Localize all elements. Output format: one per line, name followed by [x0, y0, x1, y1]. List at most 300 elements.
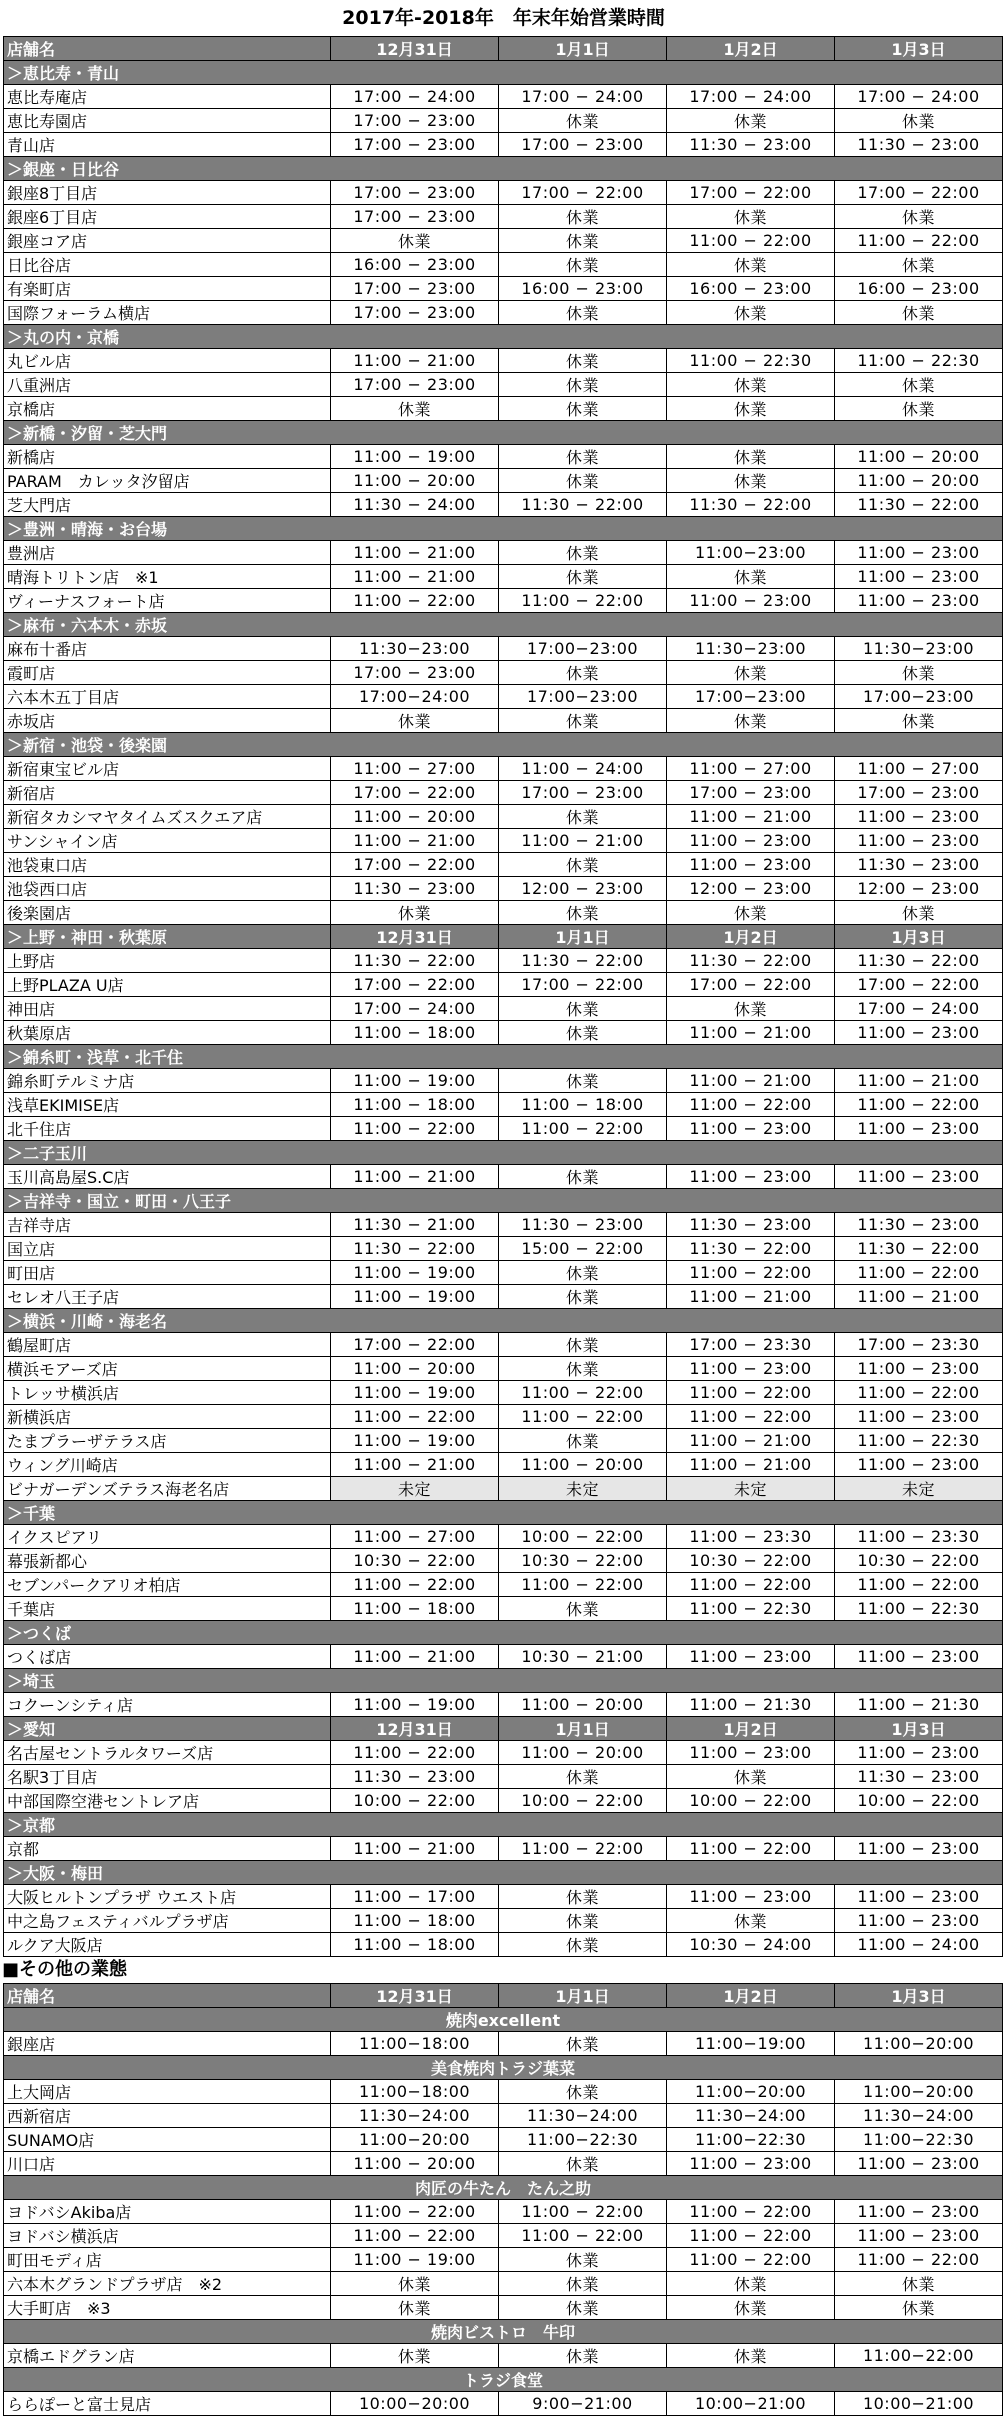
table-row [4, 397, 1003, 421]
table-row [4, 829, 1003, 853]
hours-cell: 休業 [835, 2296, 1003, 2320]
hours-cell: 休業 [667, 2272, 835, 2296]
shop-name: 日比谷店 [4, 253, 331, 277]
hours-cell: 17:00 − 23:00 [499, 133, 667, 157]
shop-name: 豊洲店 [4, 541, 331, 565]
header-shop-name: 店舗名 [4, 1984, 331, 2008]
hours-cell: 17:00−23:00 [499, 685, 667, 709]
hours-cell: 17:00−24:00 [331, 685, 499, 709]
hours-cell: 休業 [667, 253, 835, 277]
hours-cell: 11:00 − 22:00 [331, 1741, 499, 1765]
table-row [4, 1357, 1003, 1381]
shop-name: 横浜モアーズ店 [4, 1357, 331, 1381]
hours-cell: 休業 [499, 349, 667, 373]
shop-name: 恵比寿園店 [4, 109, 331, 133]
hours-cell: 10:00−21:00 [667, 2392, 835, 2416]
hours-cell: 11:00 − 23:00 [667, 1357, 835, 1381]
hours-cell: 11:00 − 22:00 [667, 1405, 835, 1429]
table-row [4, 1021, 1003, 1045]
other-table-body [4, 2008, 1003, 2416]
date-header-cell: 1月3日 [835, 1717, 1003, 1741]
hours-cell: 11:00 − 22:00 [667, 2224, 835, 2248]
shop-name: SUNAMO店 [4, 2128, 331, 2152]
hours-cell: 11:00 − 21:30 [835, 1693, 1003, 1717]
hours-cell: 休業 [331, 397, 499, 421]
hours-cell: 11:00 − 23:00 [835, 541, 1003, 565]
hours-cell: 11:00 − 23:00 [667, 1117, 835, 1141]
hours-cell: 11:00 − 17:00 [331, 1885, 499, 1909]
shop-name: 名古屋セントラルタワーズ店 [4, 1741, 331, 1765]
shop-name: 上野店 [4, 949, 331, 973]
hours-cell: 17:00 − 22:00 [331, 781, 499, 805]
hours-cell: 休業 [499, 2296, 667, 2320]
table-row [4, 997, 1003, 1021]
category-name: トラジ食堂 [4, 2368, 1003, 2392]
hours-cell: 11:00 − 21:00 [667, 1429, 835, 1453]
hours-cell: 11:00 − 21:00 [667, 1453, 835, 1477]
category-row [4, 2320, 1003, 2344]
table-header [4, 37, 1003, 61]
table-row [4, 805, 1003, 829]
hours-cell: 未定 [499, 1477, 667, 1501]
shop-name: 新宿店 [4, 781, 331, 805]
hours-cell: 11:00 − 21:30 [667, 1693, 835, 1717]
hours-cell: 17:00−23:00 [499, 637, 667, 661]
table-row [4, 1117, 1003, 1141]
hours-cell: 11:30 − 22:00 [499, 949, 667, 973]
hours-cell: 11:00−22:00 [835, 2344, 1003, 2368]
hours-cell: 休業 [499, 253, 667, 277]
hours-cell: 11:00−20:00 [835, 2032, 1003, 2056]
shop-name: 国際フォーラム横店 [4, 301, 331, 325]
table-row [4, 565, 1003, 589]
hours-cell: 休業 [667, 205, 835, 229]
shop-name: 上野PLAZA U店 [4, 973, 331, 997]
hours-cell: 17:00 − 22:00 [667, 973, 835, 997]
shop-name: セレオ八王子店 [4, 1285, 331, 1309]
hours-cell: 11:00 − 22:00 [667, 1093, 835, 1117]
hours-cell: 11:00 − 22:00 [667, 229, 835, 253]
table-row [4, 757, 1003, 781]
hours-cell: 17:00 − 22:00 [835, 973, 1003, 997]
table-row [4, 1765, 1003, 1789]
hours-cell: 17:00 − 24:00 [667, 85, 835, 109]
shop-name: 銀座店 [4, 2032, 331, 2056]
hours-cell: 11:00 − 23:00 [667, 2152, 835, 2176]
table-row [4, 133, 1003, 157]
hours-cell: 17:00 − 22:00 [499, 181, 667, 205]
shop-name: 有楽町店 [4, 277, 331, 301]
area-header-row [4, 1861, 1003, 1885]
hours-cell: 10:30 − 24:00 [667, 1933, 835, 1957]
hours-cell: 未定 [667, 1477, 835, 1501]
hours-cell: 11:00 − 19:00 [331, 2248, 499, 2272]
shop-name: ヴィーナスフォート店 [4, 589, 331, 613]
page-title: 2017年-2018年 年末年始営業時間 [342, 7, 665, 29]
shop-name: サンシャイン店 [4, 829, 331, 853]
shop-name: 上大岡店 [4, 2080, 331, 2104]
hours-cell: 11:00 − 27:00 [331, 757, 499, 781]
hours-cell: 休業 [835, 301, 1003, 325]
area-name: ＞横浜・川崎・海老名 [4, 1309, 1003, 1333]
shop-name: 銀座8丁目店 [4, 181, 331, 205]
hours-cell: 休業 [667, 997, 835, 1021]
hours-cell: 11:30 − 22:00 [667, 1237, 835, 1261]
hours-cell: 11:00 − 23:00 [835, 1885, 1003, 1909]
shop-name: 池袋西口店 [4, 877, 331, 901]
hours-cell: 11:00 − 23:00 [835, 1165, 1003, 1189]
hours-cell: 11:00 − 18:00 [331, 1933, 499, 1957]
table-row [4, 1429, 1003, 1453]
table-row [4, 349, 1003, 373]
hours-cell: 11:00 − 21:00 [667, 805, 835, 829]
hours-cell: 11:00 − 23:00 [835, 2152, 1003, 2176]
hours-cell: 11:30 − 22:00 [667, 949, 835, 973]
hours-cell: 休業 [835, 109, 1003, 133]
hours-cell: 休業 [499, 2248, 667, 2272]
hours-cell: 17:00 − 22:00 [331, 1333, 499, 1357]
table-row [4, 973, 1003, 997]
hours-cell: 11:30 − 22:00 [835, 949, 1003, 973]
hours-cell: 11:30−24:00 [499, 2104, 667, 2128]
table-row [4, 1573, 1003, 1597]
table-row [4, 1333, 1003, 1357]
category-row [4, 2056, 1003, 2080]
table-row [4, 1645, 1003, 1669]
hours-cell: 10:30 − 22:00 [331, 1549, 499, 1573]
shop-name: トレッサ横浜店 [4, 1381, 331, 1405]
hours-cell: 10:30 − 22:00 [499, 1549, 667, 1573]
area-name: ＞錦糸町・浅草・北千住 [4, 1045, 1003, 1069]
table-row [4, 1909, 1003, 1933]
hours-cell: 17:00 − 22:00 [499, 973, 667, 997]
hours-cell: 休業 [667, 709, 835, 733]
other-section-title: ■その他の業態 [2, 1959, 128, 1980]
shop-name: 国立店 [4, 1237, 331, 1261]
hours-cell: 休業 [499, 1885, 667, 1909]
hours-cell: 休業 [667, 661, 835, 685]
hours-cell: 11:00 − 22:00 [331, 1117, 499, 1141]
hours-cell: 休業 [499, 205, 667, 229]
hours-cell: 休業 [835, 661, 1003, 685]
hours-cell: 休業 [499, 1333, 667, 1357]
hours-cell: 11:00 − 22:00 [667, 2200, 835, 2224]
hours-cell: 休業 [499, 1069, 667, 1093]
hours-cell: 11:00 − 21:00 [331, 1165, 499, 1189]
area-name: ＞埼玉 [4, 1669, 1003, 1693]
table-row [4, 709, 1003, 733]
hours-cell: 11:30 − 23:00 [835, 1765, 1003, 1789]
shop-name: 京橋店 [4, 397, 331, 421]
hours-cell: 休業 [667, 1909, 835, 1933]
hours-cell: 11:00 − 27:00 [835, 757, 1003, 781]
hours-cell: 11:00 − 22:00 [499, 589, 667, 613]
shop-name: 六本木グランドプラザ店 ※2 [4, 2272, 331, 2296]
hours-cell: 11:30 − 23:00 [667, 1213, 835, 1237]
hours-cell: 休業 [667, 397, 835, 421]
hours-cell: 10:30 − 22:00 [835, 1549, 1003, 1573]
shop-name: 新宿東宝ビル店 [4, 757, 331, 781]
area-name: ＞恵比寿・青山 [4, 61, 1003, 85]
hours-cell: 休業 [331, 2296, 499, 2320]
date-header-cell: 1月1日 [499, 925, 667, 949]
hours-cell: 17:00 − 24:00 [499, 85, 667, 109]
hours-cell: 休業 [499, 1597, 667, 1621]
hours-cell: 休業 [499, 661, 667, 685]
table-row [4, 1093, 1003, 1117]
date-header-cell: 12月31日 [331, 1717, 499, 1741]
hours-cell: 休業 [499, 709, 667, 733]
hours-cell: 11:00 − 22:00 [499, 1837, 667, 1861]
hours-cell: 11:00 − 23:00 [667, 1165, 835, 1189]
date-header-cell: 1月2日 [667, 925, 835, 949]
hours-cell: 11:00 − 18:00 [331, 1909, 499, 1933]
hours-cell: 11:00 − 21:00 [331, 1453, 499, 1477]
hours-cell: 休業 [499, 805, 667, 829]
area-name: ＞愛知 [4, 1717, 331, 1741]
hours-cell: 17:00 − 23:00 [331, 133, 499, 157]
hours-cell: 11:00 − 22:30 [667, 1597, 835, 1621]
table-row [4, 205, 1003, 229]
hours-cell: 休業 [667, 373, 835, 397]
hours-cell: 休業 [667, 109, 835, 133]
table-row [4, 301, 1003, 325]
shop-name: 玉川高島屋S.C店 [4, 1165, 331, 1189]
hours-cell: 11:00 − 21:00 [331, 349, 499, 373]
table-row [4, 1741, 1003, 1765]
hours-cell: 休業 [667, 565, 835, 589]
hours-cell: 11:00 − 23:00 [835, 565, 1003, 589]
hours-cell: 17:00 − 23:00 [331, 205, 499, 229]
hours-cell: 11:00 − 22:30 [835, 1429, 1003, 1453]
table-row [4, 445, 1003, 469]
hours-cell: 休業 [835, 709, 1003, 733]
hours-cell: 11:00 − 22:00 [835, 1381, 1003, 1405]
hours-cell: 17:00 − 23:00 [331, 301, 499, 325]
hours-cell: 11:00 − 20:00 [835, 469, 1003, 493]
hours-cell: 11:00 − 19:00 [331, 1381, 499, 1405]
shop-name: 川口店 [4, 2152, 331, 2176]
category-row [4, 2008, 1003, 2032]
hours-cell: 休業 [499, 397, 667, 421]
hours-cell: 16:00 − 23:00 [667, 277, 835, 301]
table-row [4, 1405, 1003, 1429]
hours-cell: 11:30 − 23:00 [331, 877, 499, 901]
table-row [4, 2248, 1003, 2272]
area-name: ＞銀座・日比谷 [4, 157, 1003, 181]
area-name: ＞丸の内・京橋 [4, 325, 1003, 349]
hours-cell: 休業 [331, 709, 499, 733]
hours-cell: 11:00 − 27:00 [667, 757, 835, 781]
hours-cell: 11:00 − 22:00 [835, 2248, 1003, 2272]
area-header-row [4, 1621, 1003, 1645]
shop-name: ららぽーと富士見店 [4, 2392, 331, 2416]
hours-cell: 休業 [499, 445, 667, 469]
hours-cell: 17:00 − 22:00 [331, 973, 499, 997]
table-row [4, 2032, 1003, 2056]
hours-cell: 17:00 − 22:00 [835, 181, 1003, 205]
hours-cell: 11:30 − 23:00 [835, 133, 1003, 157]
hours-cell: 11:00 − 23:00 [835, 1837, 1003, 1861]
table-row [4, 541, 1003, 565]
hours-cell: 11:00 − 20:00 [331, 805, 499, 829]
hours-cell: 11:00 − 22:00 [331, 589, 499, 613]
table-row [4, 1069, 1003, 1093]
date-header-cell: 12月31日 [331, 925, 499, 949]
shop-name: 北千住店 [4, 1117, 331, 1141]
hours-cell: 11:00 − 22:00 [499, 1405, 667, 1429]
category-row [4, 2368, 1003, 2392]
area-header-row [4, 925, 1003, 949]
hours-cell: 16:00 − 23:00 [331, 253, 499, 277]
hours-cell: 17:00 − 22:00 [667, 181, 835, 205]
area-header-row [4, 1309, 1003, 1333]
shop-name: 晴海トリトン店 ※1 [4, 565, 331, 589]
hours-cell: 休業 [667, 445, 835, 469]
hours-cell: 17:00 − 23:00 [499, 781, 667, 805]
hours-cell: 11:00 − 22:00 [835, 229, 1003, 253]
hours-cell: 11:00 − 21:00 [331, 1645, 499, 1669]
hours-cell: 11:00 − 21:00 [835, 1285, 1003, 1309]
shop-name: 銀座コア店 [4, 229, 331, 253]
hours-cell: 17:00 − 24:00 [835, 85, 1003, 109]
hours-cell: 11:30 − 23:00 [835, 1213, 1003, 1237]
category-name: 美食焼肉トラジ葉菜 [4, 2056, 1003, 2080]
hours-cell: 10:30 − 21:00 [499, 1645, 667, 1669]
hours-cell: 休業 [499, 229, 667, 253]
hours-cell: 12:00 − 23:00 [835, 877, 1003, 901]
hours-cell: 11:00 − 23:00 [835, 1645, 1003, 1669]
shop-name: 京橋エドグラン店 [4, 2344, 331, 2368]
hours-cell: 17:00 − 24:00 [331, 997, 499, 1021]
shop-name: 新宿タカシマヤタイムズスクエア店 [4, 805, 331, 829]
hours-cell: 11:00 − 23:00 [835, 1117, 1003, 1141]
header-jan3: 1月3日 [835, 1984, 1003, 2008]
hours-cell: 11:30 − 21:00 [331, 1213, 499, 1237]
hours-cell: 17:00 − 23:00 [331, 277, 499, 301]
hours-cell: 17:00 − 22:00 [331, 853, 499, 877]
table-row [4, 2128, 1003, 2152]
hours-cell: 休業 [499, 2272, 667, 2296]
main-table-body [4, 61, 1003, 1957]
hours-cell: 11:00−18:00 [331, 2080, 499, 2104]
hours-cell: 未定 [835, 1477, 1003, 1501]
hours-cell: 11:00−20:00 [331, 2128, 499, 2152]
area-name: ＞つくば [4, 1621, 1003, 1645]
table-row [4, 781, 1003, 805]
hours-cell: 休業 [835, 205, 1003, 229]
table-row [4, 901, 1003, 925]
hours-cell: 16:00 − 23:00 [835, 277, 1003, 301]
hours-cell: 11:00 − 20:00 [499, 1453, 667, 1477]
hours-cell: 11:00 − 22:00 [667, 2248, 835, 2272]
hours-cell: 17:00 − 23:30 [667, 1333, 835, 1357]
header-dec31: 12月31日 [331, 1984, 499, 2008]
area-header-row [4, 61, 1003, 85]
hours-cell: 11:00 − 24:00 [835, 1933, 1003, 1957]
hours-cell: 11:00 − 22:00 [667, 1261, 835, 1285]
shop-name: ビナガーデンズテラス海老名店 [4, 1477, 331, 1501]
hours-cell: 11:00 − 23:00 [667, 1885, 835, 1909]
hours-cell: 11:00−22:30 [667, 2128, 835, 2152]
area-header-row [4, 1189, 1003, 1213]
shop-name: 幕張新都心 [4, 1549, 331, 1573]
hours-cell: 11:00−23:00 [667, 541, 835, 565]
hours-cell: 11:00 − 23:00 [835, 829, 1003, 853]
area-header-row [4, 1501, 1003, 1525]
hours-cell: 11:00 − 18:00 [331, 1093, 499, 1117]
table-row [4, 1261, 1003, 1285]
area-header-row [4, 1045, 1003, 1069]
hours-cell: 11:30 − 23:00 [499, 1213, 667, 1237]
table-row [4, 877, 1003, 901]
header-jan2: 1月2日 [667, 1984, 835, 2008]
hours-cell: 11:00 − 21:00 [667, 1069, 835, 1093]
table-row [4, 1933, 1003, 1957]
hours-cell: 未定 [331, 1477, 499, 1501]
date-header-cell: 1月2日 [667, 1717, 835, 1741]
hours-cell: 11:30 − 24:00 [331, 493, 499, 517]
hours-cell: 休業 [667, 901, 835, 925]
hours-cell: 11:00 − 22:00 [499, 2224, 667, 2248]
shop-name: 町田店 [4, 1261, 331, 1285]
hours-cell: 休業 [835, 901, 1003, 925]
hours-cell: 休業 [667, 301, 835, 325]
hours-cell: 10:00−21:00 [835, 2392, 1003, 2416]
hours-cell: 11:00 − 24:00 [499, 757, 667, 781]
hours-cell: 17:00 − 23:00 [331, 181, 499, 205]
hours-cell: 11:00 − 23:30 [835, 1525, 1003, 1549]
area-name: ＞上野・神田・秋葉原 [4, 925, 331, 949]
hours-cell: 17:00 − 23:00 [835, 781, 1003, 805]
hours-cell: 10:00−20:00 [331, 2392, 499, 2416]
table-row [4, 1285, 1003, 1309]
hours-cell: 11:30 − 22:00 [835, 493, 1003, 517]
hours-cell: 11:00 − 22:00 [331, 1405, 499, 1429]
hours-cell: 11:00 − 22:30 [667, 349, 835, 373]
hours-cell: 11:00 − 23:00 [667, 1645, 835, 1669]
hours-cell: 11:00 − 22:00 [331, 2200, 499, 2224]
table-row [4, 1885, 1003, 1909]
hours-cell: 11:00 − 20:00 [331, 1357, 499, 1381]
hours-cell: 11:00 − 18:00 [331, 1021, 499, 1045]
hours-cell: 11:00 − 21:00 [331, 1837, 499, 1861]
area-name: ＞吉祥寺・国立・町田・八王子 [4, 1189, 1003, 1213]
date-header-cell: 1月1日 [499, 1717, 667, 1741]
hours-cell: 17:00 − 23:00 [331, 661, 499, 685]
hours-cell: 休業 [331, 901, 499, 925]
header-jan2: 1月2日 [667, 37, 835, 61]
hours-cell: 11:00 − 22:00 [835, 1093, 1003, 1117]
hours-cell: 休業 [499, 2032, 667, 2056]
hours-cell: 17:00 − 23:30 [835, 1333, 1003, 1357]
area-header-row [4, 1141, 1003, 1165]
table-row [4, 469, 1003, 493]
hours-cell: 11:00 − 22:00 [499, 1573, 667, 1597]
hours-cell: 11:00 − 23:00 [835, 1909, 1003, 1933]
header-shop-name: 店舗名 [4, 37, 331, 61]
hours-cell: 11:30 − 22:00 [331, 949, 499, 973]
area-header-row [4, 1717, 1003, 1741]
hours-cell: 休業 [499, 1933, 667, 1957]
hours-cell: 11:00 − 18:00 [499, 1093, 667, 1117]
table-row [4, 109, 1003, 133]
hours-cell: 休業 [499, 901, 667, 925]
hours-cell: 11:00 − 22:00 [667, 1381, 835, 1405]
table-row [4, 253, 1003, 277]
area-header-row [4, 733, 1003, 757]
area-name: ＞大阪・梅田 [4, 1861, 1003, 1885]
